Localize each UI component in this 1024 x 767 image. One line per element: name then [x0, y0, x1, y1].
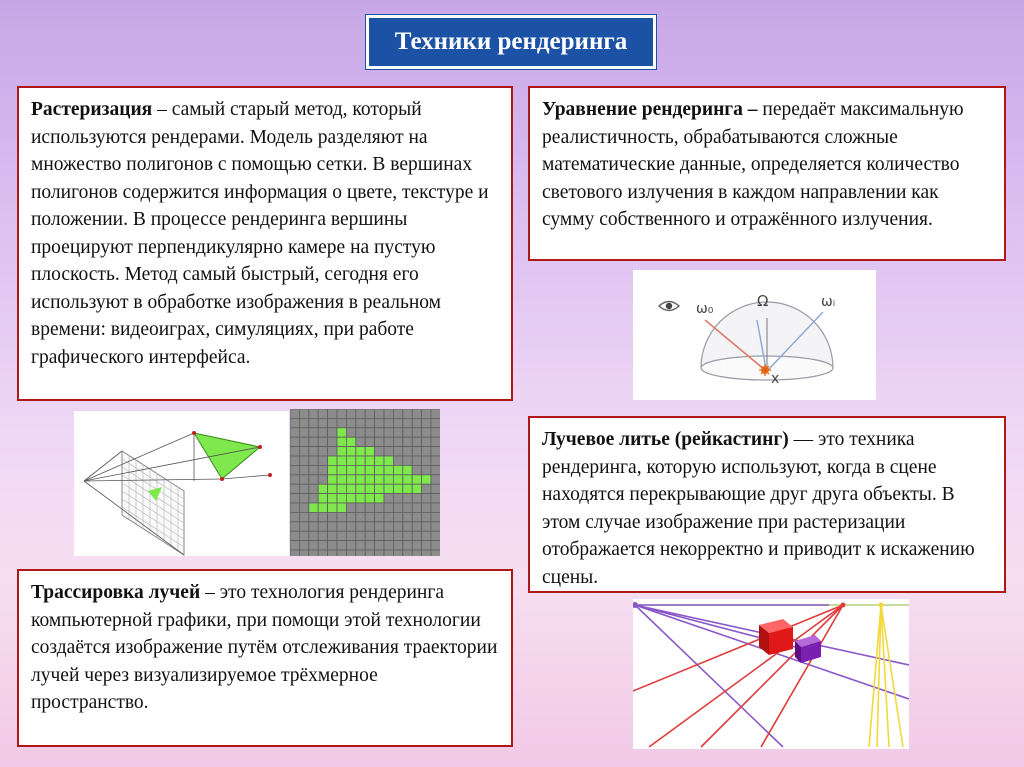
pixel-cell	[356, 494, 365, 503]
pixel-cell	[403, 503, 412, 512]
pixel-cell	[337, 456, 346, 465]
pixel-cell	[431, 447, 440, 456]
pixel-cell	[384, 428, 393, 437]
pixel-cell	[328, 531, 337, 540]
pixel-cell	[384, 550, 393, 556]
pixel-cell	[346, 409, 355, 418]
pixel-cell	[299, 447, 308, 456]
pixel-cell	[328, 522, 337, 531]
pixel-cell	[337, 550, 346, 556]
raycasting-text: — это техника рендеринга, которую используют, когда в сцене находятся перекрывающие друг друга объекты. В этом случае изображение при растеризации отображается некорректно и приводит к искажению сцены.	[542, 429, 975, 588]
pixel-cell	[384, 484, 393, 493]
pixel-cell	[346, 428, 355, 437]
pixel-cell	[393, 541, 402, 550]
pixel-cell	[393, 409, 402, 418]
pixel-cell	[309, 475, 318, 484]
pixel-cell	[337, 503, 346, 512]
pixel-cell	[337, 522, 346, 531]
pixel-cell	[403, 484, 412, 493]
rendering-equation-illustration	[633, 270, 876, 400]
pixel-cell	[403, 418, 412, 427]
eye-icon	[659, 302, 679, 311]
pixel-cell	[393, 475, 402, 484]
pixel-cell	[346, 541, 355, 550]
pixel-cell	[299, 494, 308, 503]
pixel-cell	[375, 503, 384, 512]
pixel-cell	[422, 437, 431, 446]
pixel-cell	[393, 522, 402, 531]
pixel-cell	[290, 494, 299, 503]
pixel-cell	[328, 409, 337, 418]
pixel-cell	[290, 531, 299, 540]
pixel-cell	[393, 484, 402, 493]
pixel-cell	[290, 512, 299, 521]
pixel-cell	[346, 465, 355, 474]
pixel-cell	[393, 465, 402, 474]
pixel-cell	[393, 531, 402, 540]
pixel-cell	[365, 409, 374, 418]
pixel-cell	[431, 494, 440, 503]
pixel-cell	[290, 456, 299, 465]
raytracing-text: – это технология рендеринга компьютерной графики, при помощи этой технологии создаётся изображение путём отслеживания траектории лучей через визуализируемое трёхмерное пространство.	[31, 582, 498, 713]
x-label: x	[771, 371, 780, 387]
pixel-cell	[365, 484, 374, 493]
red-cube	[759, 619, 793, 655]
pixel-cell	[290, 465, 299, 474]
pixel-cell	[318, 503, 327, 512]
rasterization-box	[17, 86, 513, 401]
pixel-cell	[431, 522, 440, 531]
pixel-cell	[356, 484, 365, 493]
pixel-cell	[356, 475, 365, 484]
pixel-cell	[422, 465, 431, 474]
pixel-cell	[309, 456, 318, 465]
pixel-cell	[290, 418, 299, 427]
pixel-cell	[346, 494, 355, 503]
pixel-cell	[403, 512, 412, 521]
pixel-cell	[431, 428, 440, 437]
pixel-cell	[309, 428, 318, 437]
pixel-cell	[403, 428, 412, 437]
pixel-cell	[318, 465, 327, 474]
pixel-cell	[337, 484, 346, 493]
pixel-cell	[318, 494, 327, 503]
pixel-cell	[393, 428, 402, 437]
pixel-cell	[375, 465, 384, 474]
pixel-cell	[384, 503, 393, 512]
pixel-cell	[309, 465, 318, 474]
pixel-cell	[337, 512, 346, 521]
pixel-cell	[393, 456, 402, 465]
pixel-cell	[299, 456, 308, 465]
pixel-cell	[290, 428, 299, 437]
pixel-cell	[365, 550, 374, 556]
pixel-cell	[412, 447, 421, 456]
pixel-cell	[318, 447, 327, 456]
pixel-cell	[412, 437, 421, 446]
pixel-cell	[328, 465, 337, 474]
pixel-cell	[365, 531, 374, 540]
pixel-cell	[431, 418, 440, 427]
pixel-cell	[412, 465, 421, 474]
pixel-cell	[309, 484, 318, 493]
pixel-cell	[431, 541, 440, 550]
pixel-cell	[318, 550, 327, 556]
pixel-cell	[375, 409, 384, 418]
pixel-cell	[431, 484, 440, 493]
pixel-cell	[318, 428, 327, 437]
pixel-cell	[365, 447, 374, 456]
pixel-cell	[299, 484, 308, 493]
pixel-cell	[412, 418, 421, 427]
pixel-cell	[337, 428, 346, 437]
pixel-cell	[393, 447, 402, 456]
pixel-cell	[431, 531, 440, 540]
pixel-cell	[299, 437, 308, 446]
omega-label: Ω	[757, 292, 769, 310]
pixel-cell	[375, 531, 384, 540]
pixel-cell	[290, 475, 299, 484]
pixel-cell	[356, 409, 365, 418]
pixel-cell	[356, 428, 365, 437]
pixel-cell	[356, 541, 365, 550]
pixel-cell	[328, 512, 337, 521]
pixel-cell	[375, 418, 384, 427]
pixel-cell	[422, 447, 431, 456]
pixel-cell	[365, 512, 374, 521]
pixel-cell	[318, 484, 327, 493]
rasterization-term: Растеризация	[31, 99, 153, 120]
pixel-cell	[328, 447, 337, 456]
pixel-cell	[403, 437, 412, 446]
pixel-cell	[375, 522, 384, 531]
pixel-cell	[309, 541, 318, 550]
pixel-cell	[299, 418, 308, 427]
pixel-cell	[290, 541, 299, 550]
pixel-cell	[299, 541, 308, 550]
omega0-label: ω₀	[696, 301, 714, 317]
pixel-cell	[299, 512, 308, 521]
pixel-cell	[375, 437, 384, 446]
pixel-cell	[337, 475, 346, 484]
pixel-cell	[422, 503, 431, 512]
pixel-cell	[328, 437, 337, 446]
pixel-cell	[346, 550, 355, 556]
pixel-cell	[337, 409, 346, 418]
pixel-cell	[412, 409, 421, 418]
pixel-cell	[422, 428, 431, 437]
pixel-cell	[431, 550, 440, 556]
pixel-cell	[328, 428, 337, 437]
rendering-equation-box	[528, 86, 1006, 261]
pixel-cell	[375, 428, 384, 437]
purple-cube	[795, 635, 821, 663]
pixel-cell	[412, 531, 421, 540]
pixel-cell	[290, 409, 299, 418]
pixel-cell	[412, 550, 421, 556]
pixel-cell	[290, 522, 299, 531]
pixel-cell	[309, 531, 318, 540]
pixel-cell	[384, 475, 393, 484]
pixel-cell	[403, 456, 412, 465]
pixel-cell	[299, 503, 308, 512]
pixel-cell	[299, 465, 308, 474]
pixel-cell	[422, 541, 431, 550]
pixel-cell	[318, 531, 327, 540]
pixel-cell	[412, 512, 421, 521]
pixel-cell	[375, 475, 384, 484]
pixel-cell	[431, 456, 440, 465]
pixel-cell	[356, 512, 365, 521]
pixel-cell	[375, 484, 384, 493]
pixel-cell	[346, 531, 355, 540]
pixel-cell	[393, 437, 402, 446]
pixel-cell	[422, 531, 431, 540]
raycasting-term: Лучевое литье (рейкастинг)	[542, 429, 789, 450]
pixel-cell	[309, 418, 318, 427]
pixel-cell	[403, 494, 412, 503]
pixel-cell	[328, 484, 337, 493]
pixel-cell	[309, 494, 318, 503]
raycasting-box	[528, 416, 1006, 593]
pixel-cell	[328, 418, 337, 427]
pixel-cell	[365, 475, 374, 484]
pixel-cell	[412, 522, 421, 531]
pixel-cell	[403, 531, 412, 540]
pixel-cell	[318, 541, 327, 550]
pixel-cell	[365, 437, 374, 446]
pixel-cell	[299, 531, 308, 540]
pixel-cell	[328, 503, 337, 512]
pixel-cell	[290, 437, 299, 446]
rendering-equation-text: передаёт максимальную реалистичность, обрабатываются сложные математические данные, определяется количество светового излучения в каждом направлении как сумму собственного и отражённого излучения.	[542, 99, 964, 230]
pixel-cell	[422, 409, 431, 418]
pixel-cell	[328, 475, 337, 484]
pixel-cell	[393, 494, 402, 503]
pixel-cell	[318, 522, 327, 531]
pixel-cell	[290, 447, 299, 456]
pixel-cell	[346, 475, 355, 484]
pixel-cell	[290, 550, 299, 556]
pixel-cell	[337, 541, 346, 550]
pixel-cell	[384, 531, 393, 540]
pixel-cell	[393, 512, 402, 521]
pixel-cell	[412, 484, 421, 493]
pixel-cell	[384, 437, 393, 446]
pixel-cell	[384, 418, 393, 427]
pixel-cell	[328, 541, 337, 550]
pixel-cell	[412, 503, 421, 512]
pixel-cell	[299, 475, 308, 484]
pixel-cell	[384, 541, 393, 550]
pixel-cell	[403, 447, 412, 456]
pixel-cell	[384, 494, 393, 503]
pixel-cell	[309, 447, 318, 456]
pixel-cell	[356, 447, 365, 456]
slide-title: Техники рендеринга	[366, 15, 656, 69]
pixel-cell	[356, 531, 365, 540]
pixel-cell	[393, 418, 402, 427]
pixel-cell	[346, 522, 355, 531]
pixel-cell	[422, 512, 431, 521]
pixel-cell	[365, 418, 374, 427]
pixel-cell	[337, 531, 346, 540]
pixel-cell	[309, 512, 318, 521]
pixel-cell	[403, 550, 412, 556]
pixel-cell	[328, 456, 337, 465]
pixel-cell	[337, 465, 346, 474]
pixel-cell	[375, 512, 384, 521]
pixel-cell	[375, 550, 384, 556]
pixel-cell	[346, 447, 355, 456]
pixel-cell	[431, 475, 440, 484]
pixel-cell	[299, 428, 308, 437]
pixel-cell	[318, 437, 327, 446]
pixel-cell	[337, 437, 346, 446]
pixel-cell	[356, 550, 365, 556]
pixel-cell	[431, 409, 440, 418]
pixel-cell	[346, 512, 355, 521]
pixel-cell	[431, 465, 440, 474]
pixel-cell	[346, 484, 355, 493]
pixel-cell	[337, 494, 346, 503]
pixel-cell	[422, 484, 431, 493]
pixel-cell	[403, 409, 412, 418]
pixel-cell	[384, 447, 393, 456]
pixel-cell	[356, 456, 365, 465]
pixel-cell	[393, 550, 402, 556]
pixel-cell	[422, 550, 431, 556]
pixel-cell	[422, 522, 431, 531]
pixel-cell	[356, 465, 365, 474]
pixel-cell	[309, 550, 318, 556]
pixel-cell	[403, 465, 412, 474]
pixel-cell	[356, 522, 365, 531]
pixel-cell	[365, 541, 374, 550]
projection-illustration	[74, 411, 289, 556]
rasterization-text: – самый старый метод, который используются рендерами. Модель разделяют на множество полигонов с помощью сетки. В вершинах полигонов содержится информация о цвете, текстуре и положении. В процессе рендеринга вершины проецируют перпендикулярно камере на пустую плоскость. Метод самый быстрый, сегодня его используют в обработке изображения в реальном времени: видеоиграх, симуляциях, при работе графического интерфейса.	[31, 99, 489, 368]
pixel-cell	[318, 456, 327, 465]
pixel-cell	[356, 418, 365, 427]
pixel-cell	[309, 503, 318, 512]
pixel-cell	[299, 522, 308, 531]
pixel-cell	[309, 409, 318, 418]
pixel-cell	[365, 456, 374, 465]
pixel-cell	[412, 456, 421, 465]
pixel-cell	[431, 503, 440, 512]
pixel-cell	[422, 418, 431, 427]
pixel-cell	[318, 475, 327, 484]
pixel-cell	[346, 456, 355, 465]
pixel-cell	[318, 418, 327, 427]
pixel-cell	[384, 512, 393, 521]
pixel-cell	[365, 428, 374, 437]
raytracing-term: Трассировка лучей	[31, 582, 201, 603]
pixel-cell	[375, 541, 384, 550]
pixel-cell	[412, 428, 421, 437]
pixel-cell	[403, 541, 412, 550]
pixel-cell	[393, 503, 402, 512]
pixel-cell	[384, 409, 393, 418]
pixel-cell	[299, 409, 308, 418]
pixel-cell	[318, 409, 327, 418]
pixel-cell	[403, 522, 412, 531]
pixel-cell	[337, 418, 346, 427]
pixel-cell	[356, 437, 365, 446]
pixel-cell	[384, 465, 393, 474]
omegai-label: ωᵢ	[821, 294, 836, 310]
pixel-cell	[422, 494, 431, 503]
pixel-cell	[309, 522, 318, 531]
pixel-cell	[412, 475, 421, 484]
pixel-cell	[346, 437, 355, 446]
pixel-cell	[346, 418, 355, 427]
pixel-cell	[346, 503, 355, 512]
pixel-cell	[412, 494, 421, 503]
pixel-cell	[318, 512, 327, 521]
pixel-cell	[328, 494, 337, 503]
pixel-cell	[290, 503, 299, 512]
pixel-cell	[422, 475, 431, 484]
pixel-cell	[412, 541, 421, 550]
pixel-cell	[375, 447, 384, 456]
raytracing-box	[17, 569, 513, 747]
rendering-equation-term: Уравнение рендеринга –	[542, 99, 758, 120]
pixel-cell	[365, 503, 374, 512]
pixel-cell	[431, 512, 440, 521]
pixel-cell	[384, 522, 393, 531]
pixel-cell	[328, 550, 337, 556]
raycasting-illustration	[633, 599, 909, 749]
pixel-grid-illustration	[290, 409, 440, 556]
pixel-cell	[403, 475, 412, 484]
pixel-cell	[384, 456, 393, 465]
pixel-cell	[365, 494, 374, 503]
pixel-cell	[309, 437, 318, 446]
pixel-cell	[375, 456, 384, 465]
pixel-cell	[337, 447, 346, 456]
pixel-cell	[422, 456, 431, 465]
pixel-cell	[290, 484, 299, 493]
pixel-cell	[431, 437, 440, 446]
pixel-cell	[365, 522, 374, 531]
pixel-cell	[356, 503, 365, 512]
pixel-cell	[365, 465, 374, 474]
pixel-cell	[299, 550, 308, 556]
pixel-cell	[375, 494, 384, 503]
